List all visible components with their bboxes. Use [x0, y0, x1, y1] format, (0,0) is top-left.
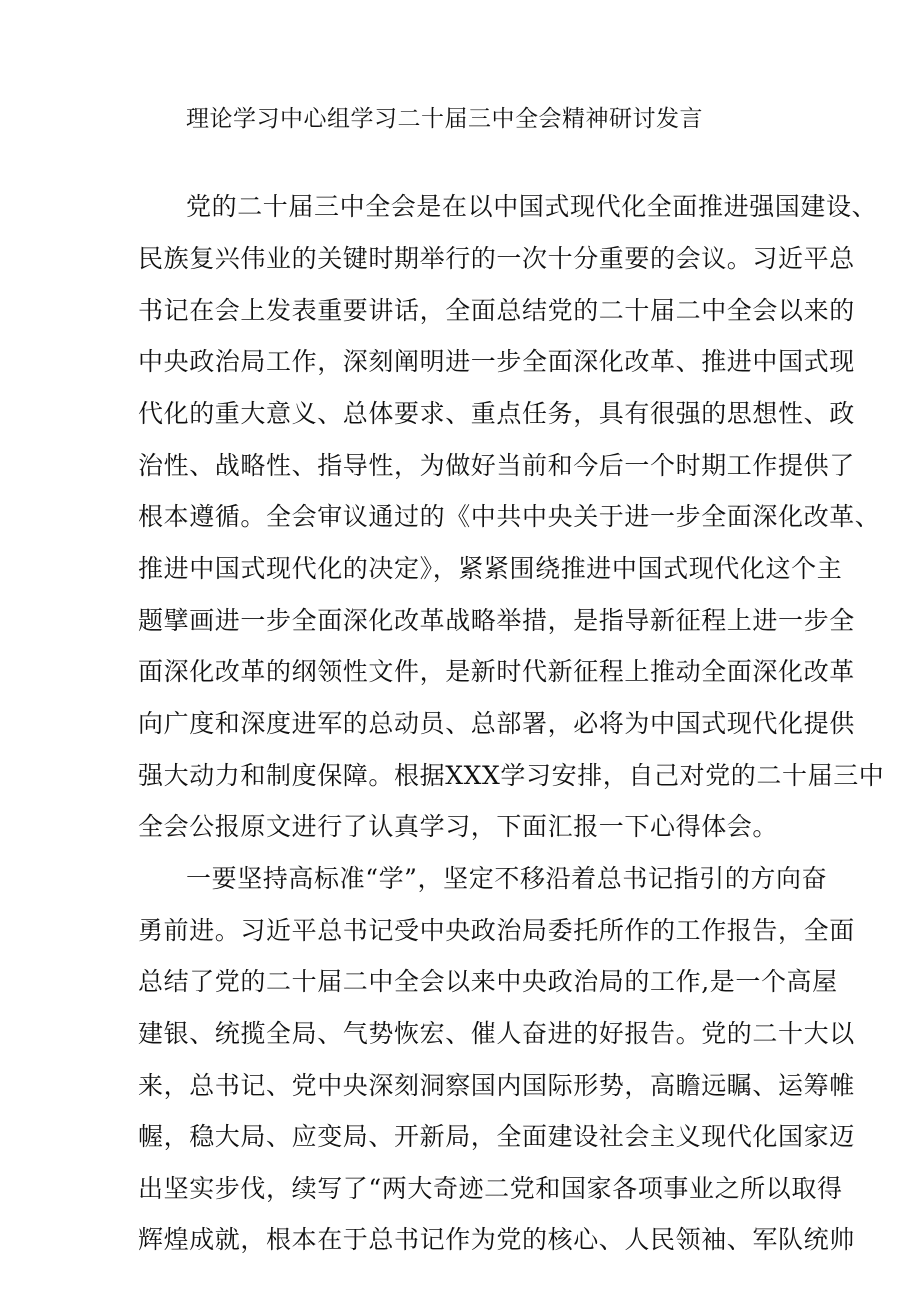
document-title: 理论学习中心组学习二十届三中全会精神研讨发言	[186, 106, 703, 132]
paragraph-1-line-12: 强大动力和制度保障。根据XXX学习安排，自己对党的二十届三中	[138, 761, 885, 790]
paragraph-1-line-5: 代化的重大意义、总体要求、重点任务，具有很强的思想性、政	[138, 399, 855, 428]
paragraph-1-line-2: 民族复兴伟业的关键时期举行的一次十分重要的会议。习近平总	[138, 244, 855, 273]
paragraph-2-line-8: 辉煌成就，根本在于总书记作为党的核心、人民领袖、军队统帅	[138, 1225, 855, 1254]
paragraph-2-line-1: 一要坚持高标准“学”，坚定不移沿着总书记指引的方向奋	[186, 864, 828, 893]
paragraph-1-line-6: 治性、战略性、指导性，为做好当前和今后一个时期工作提供了	[138, 451, 855, 480]
paragraph-1-line-3: 书记在会上发表重要讲话，全面总结党的二十届二中全会以来的	[138, 296, 855, 325]
paragraph-1-line-11: 向广度和深度进军的总动员、总部署，必将为中国式现代化提供	[138, 709, 855, 738]
paragraph-1-line-1: 党的二十届三中全会是在以中国式现代化全面推进强国建设、	[186, 192, 878, 221]
paragraph-1-line-9: 题擘画进一步全面深化改革战略举措，是指导新征程上进一步全	[138, 606, 855, 635]
paragraph-1-line-8: 推进中国式现代化的决定》，紧紧围绕推进中国式现代化这个主	[138, 554, 843, 583]
paragraph-2-line-5: 来，总书记、党中央深刻洞察国内国际形势，高瞻远瞩、运筹帷	[138, 1071, 855, 1100]
paragraph-2-line-3: 总结了党的二十届二中全会以来中央政治局的工作,是一个高屋	[138, 967, 838, 996]
paragraph-1-line-10: 面深化改革的纲领性文件，是新时代新征程上推动全面深化改革	[138, 657, 855, 686]
paragraph-2-line-2: 勇前进。习近平总书记受中央政治局委托所作的工作报告，全面	[138, 916, 855, 945]
paragraph-1-line-4: 中央政治局工作，深刻阐明进一步全面深化改革、推进中国式现	[138, 347, 855, 376]
paragraph-1-line-13: 全会公报原文进行了认真学习，下面汇报一下心得体会。	[138, 812, 779, 841]
paragraph-1-line-7: 根本遵循。全会审议通过的《中共中央关于进一步全面深化改革、	[138, 502, 881, 531]
paragraph-2-line-6: 幄，稳大局、应变局、开新局，全面建设社会主义现代化国家迈	[138, 1122, 855, 1151]
paragraph-2-line-4: 建银、统揽全局、气势恢宏、催人奋进的好报告。党的二十大以	[138, 1019, 855, 1048]
paragraph-2-line-7: 出坚实步伐，续写了“两大奇迹二党和国家各项事业之所以取得	[138, 1174, 843, 1203]
